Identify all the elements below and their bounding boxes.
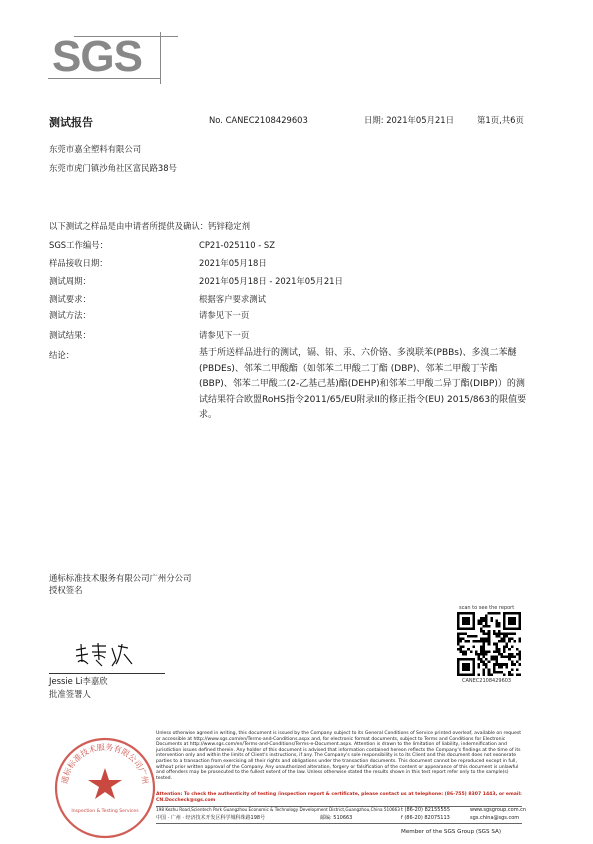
footer-email[interactable]: sgs.china@sgs.com	[470, 815, 520, 821]
page-indicator: 第1页,共6页	[477, 115, 524, 125]
logo-wordmark: SGS	[52, 32, 142, 81]
authenticity-attention: Attention: To check the authenticity of testing /inspection report & certificate, please contact us at telephone: (86-755) 8307 1443, or email: CN.Doccheck@sgs.com	[156, 792, 522, 803]
conclusion-label: 结论：	[49, 350, 75, 360]
qr-code[interactable]	[457, 612, 521, 676]
report-title: 测试报告	[49, 116, 93, 129]
field-label-requirement: 测试要求：	[49, 294, 91, 304]
field-value-received: 2021年05月18日	[199, 258, 267, 268]
report-date: 日期: 2021年05月21日	[364, 115, 454, 125]
authorized-signature-label: 授权签名	[49, 585, 83, 595]
field-label-results: 测试结果：	[49, 330, 91, 340]
conclusion-text: 基于所送样品进行的测试，镉、铅、汞、六价铬、多溴联苯(PBBs)、多溴二苯醚(PBDEs)、邻苯二甲酸酯（如邻苯二甲酸二丁酯 (DBP)、邻苯二甲酸丁苄酯(BBP)、邻苯二甲酸二(2-乙基己基)酯(DEHP)和邻苯二甲酸二异丁酯(DIBP)）的测试结果符合欧盟RoHS指令2011/65/EU附录II的修正指令(EU) 2015/863的限值要求。	[199, 348, 527, 420]
field-label-method: 测试方法：	[49, 310, 91, 320]
field-label-period: 测试周期：	[49, 276, 91, 286]
svg-text:通标标准技术服务有限公司广州分公司: 通标标准技术服务有限公司广州	[60, 742, 150, 785]
svg-text:Inspection & Testing Services: Inspection & Testing Services	[71, 809, 139, 814]
official-seal	[53, 736, 157, 840]
signer-name: Jessie Li李嘉欣	[49, 676, 108, 686]
client-name: 东莞市嘉全塑料有限公司	[49, 144, 142, 154]
qr-report-code: CANEC2108429603	[462, 678, 512, 684]
footer-fax-en: f (86-20) 82075113	[401, 815, 450, 821]
signer-role: 批准签署人	[49, 689, 91, 699]
field-value-period: 2021年05月18日 - 2021年05月21日	[199, 276, 343, 286]
qr-caption: scan to see the report	[459, 605, 515, 611]
client-address: 东莞市虎门镇沙角社区富民路38号	[49, 163, 177, 173]
disclaimer-text: Unless otherwise agreed in writing, this document is issued by the Company subject to its General Conditions of Service printed overleaf, available on request or accessible at http://www.sgs.com/en/Terms-and-Conditions.aspx and, for electronic format documents, subject to Terms and Conditions for Electronic Documents at http://www.sgs.com/en/Terms-and-Conditions/Terms-e-Document.aspx. Attention is drawn to the limitation of liability, indemnification and jurisdiction issues defined therein. Any holder of this document is advised that information contained hereon reflects the Company's findings at the time of its intervention only and within the limits of Client's instructions, if any. The Company's sole responsibility is to its Client and this document does not exonerate parties to a transaction from exercising all their rights and obligations under the transaction documents. This document cannot be reproduced except in full, without prior written approval of the Company. Any unauthorized alteration, forgery or falsification of the content or appearance of this document is unlawful and offenders may be prosecuted to the fullest extent of the law. Unless otherwise stated the results shown in this test report refer only to the sample(s) tested.	[156, 731, 522, 781]
sgs-logo	[48, 22, 178, 88]
footer-zip-cn: 邮编: 510663	[320, 815, 353, 821]
sample-intro: 以下测试之样品是由申请者所提供及确认：钙锌稳定剂	[49, 221, 250, 231]
field-label-job-no: SGS工作编号：	[49, 240, 108, 250]
report-number: No. CANEC2108429603	[209, 115, 308, 125]
handwritten-signature	[72, 640, 162, 670]
footer-web[interactable]: www.sgsgroup.com.cn	[470, 807, 527, 813]
footer-address-en: 198 Kezhu Road,Scientech Park Guangzhou Economic & Technology Development District,Guangzhou,China 510663	[156, 807, 400, 812]
footer-address-cn: 中国 · 广州 · 经济技术开发区科学城科珠路198号	[156, 815, 266, 821]
signature-line	[49, 673, 165, 674]
footer-bottom-rule	[156, 823, 522, 824]
footer-phone-en: t (86-20) 82155555	[401, 807, 451, 813]
field-value-job-no: CP21-025110 - SZ	[199, 240, 275, 250]
logo-vertical-rule	[160, 32, 161, 84]
footer-member: Member of the SGS Group (SGS SA)	[401, 829, 501, 835]
field-value-method: 请参见下一页	[199, 310, 250, 320]
field-value-results: 请参见下一页	[199, 330, 250, 340]
field-label-received: 样品接收日期：	[49, 258, 108, 268]
field-value-requirement: 根据客户要求测试	[199, 294, 266, 304]
issuer-company: 通标标准技术服务有限公司广州分公司	[49, 573, 192, 583]
